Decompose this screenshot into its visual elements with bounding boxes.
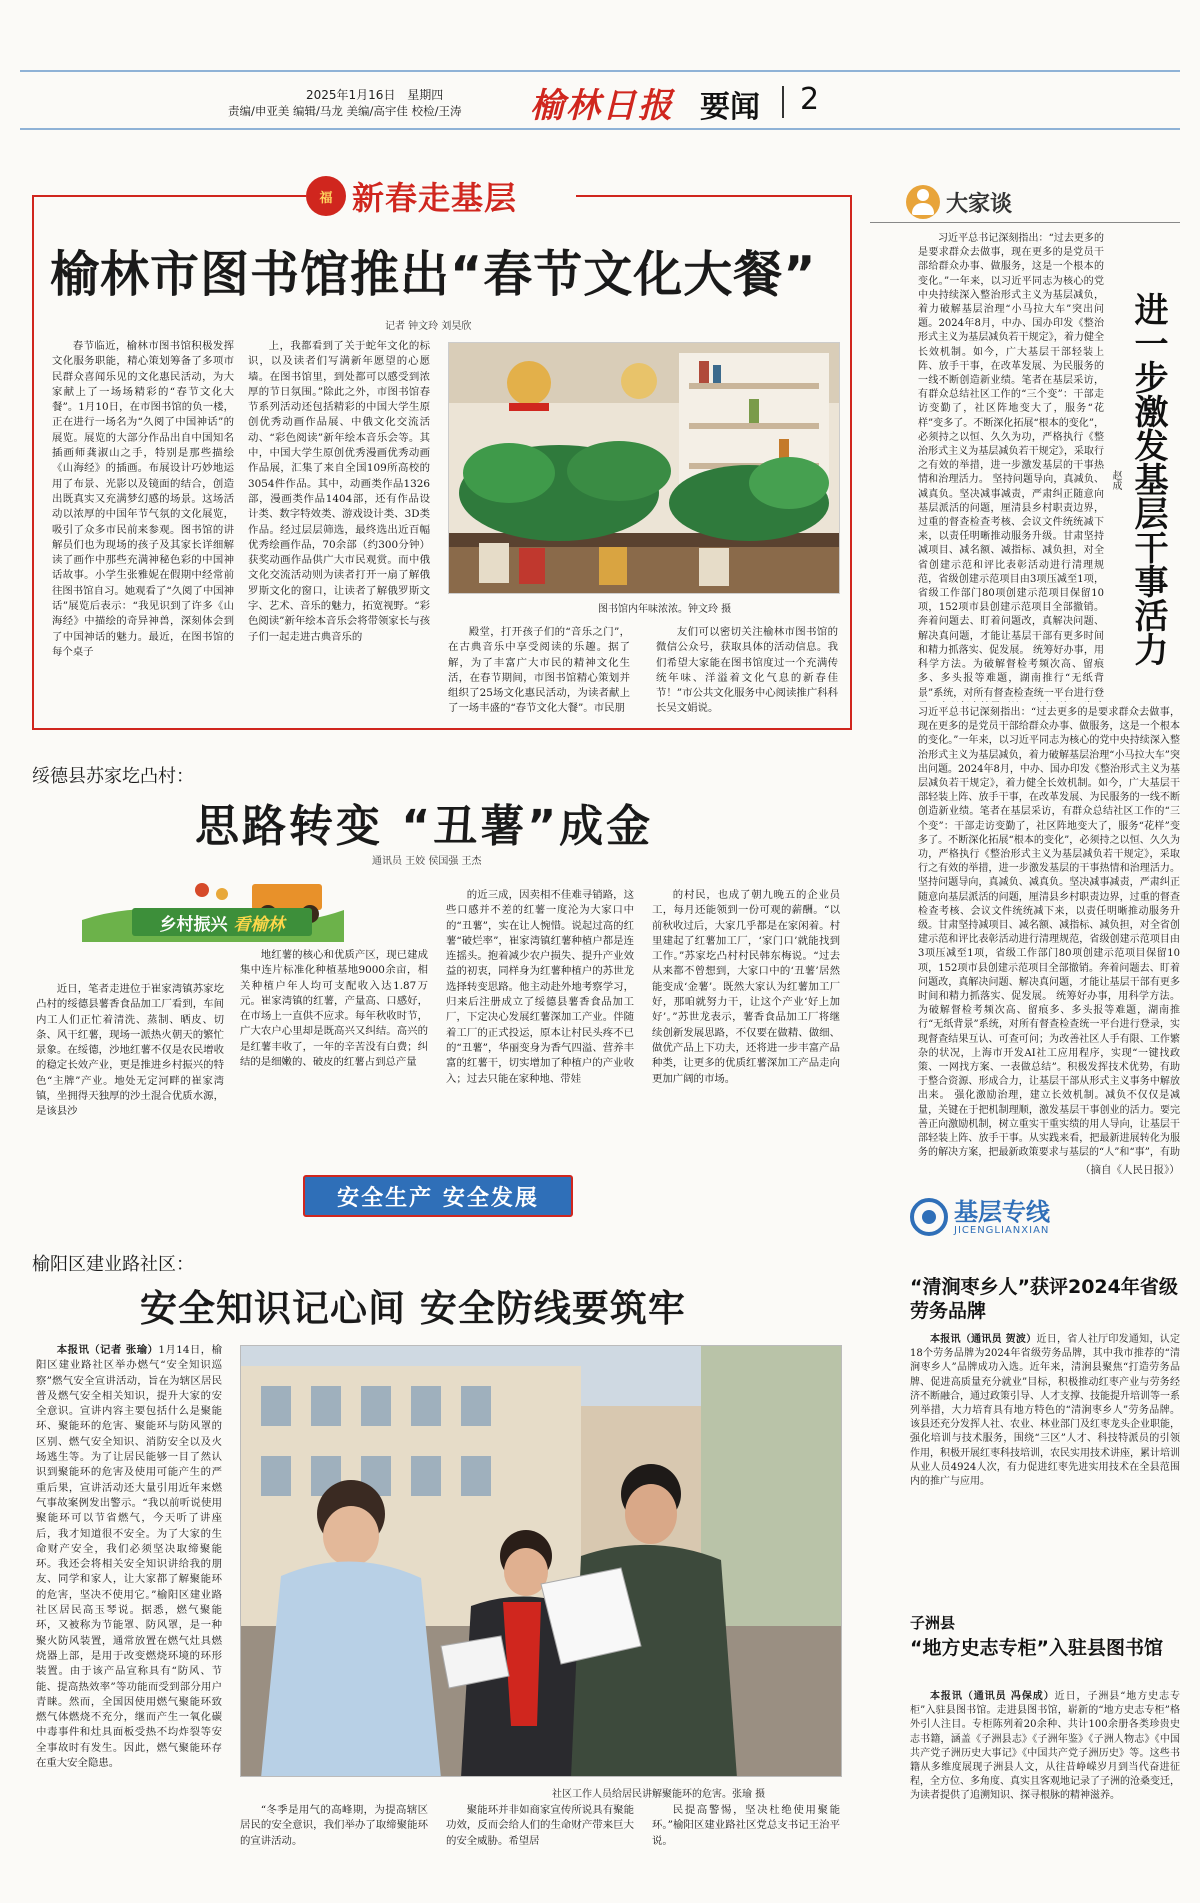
sidebar-source: （摘自《人民日报》） [1080, 1164, 1180, 1176]
grassroots-column-label: 基层专线 [954, 1197, 1050, 1226]
masthead-section: 要闻 [700, 90, 760, 125]
masthead-rule-top [20, 70, 1180, 72]
article1-banner-text: 新春走基层 [352, 179, 518, 217]
rural-banner-label: 乡村振兴 看榆林 [132, 908, 312, 936]
article1-column-4: 友们可以密切关注榆林市图书馆的微信公众号，获取具体的活动信息。我们希望大家能在图书馆度过一个充满传统年味、洋溢着文化气息的新春佳节！”市公共文化服务中心阅读推广科科长吴文娟说。 [656, 626, 838, 715]
rural-revitalization-banner [82, 880, 344, 942]
community-photo-illustration [241, 1346, 842, 1777]
masthead-date-line [306, 86, 443, 103]
article1-column-2: 上，我都看到了关于蛇年文化的标识，以及读者们写满新年愿望的心愿墙。在图书馆里，到处都可以感受到浓厚的节日氛围。”除此之外，市图书馆春节系列活动还包括精彩的中国大学生原创优秀动画作品展、中俄文化交流活动、“彩色阅读”新年绘本音乐会等。其中，中国大学生原创优秀漫画优秀动画作品展，汇集了来自全国109所高校的3054件作品。其中，动画类作品1326部，漫画类作品1404部，还有作品设计类、数字特效类、游戏设计类、3D类作品。经过层层筛选，最终选出近百幅优秀绘画作品，70余部（约300分钟）获奖动画作品供广大市民观赏。而中俄文化交流活动则为读者打开一扇了解俄罗斯文化的窗口，让读者了解俄罗斯文字、艺术、音乐的魅力，拓宽视野。“彩色阅读”新年绘本音乐会将带领家长与孩子们一起走进古典音乐的 [248, 340, 430, 643]
news2-body: 本报讯（通讯员 冯保成）近日，子洲县“地方史志专柜”入驻县图书馆。走进县图书馆，崭新的“地方史志专柜”格外引人注目。专柜陈列着20余种、共计100余册各类珍贵史志书籍，涵盖《子洲县志》《子洲年鉴》《子洲人物志》《中国共产党子洲历史大事记》《中国共产党子洲历史》等。这些书籍从多维度展现子洲县人文，从往昔峥嵘岁月到当代奋进征程，全方位、多角度、真实且客观地记录了子洲的沧桑变迁，为读者提供了追溯知识、探寻根脉的精神滋养。 [910, 1691, 1180, 1802]
article1-byline: 记者 钟文玲 刘昊欣 [385, 321, 472, 332]
sidebar-text-top: 习近平总书记深刻指出：“过去更多的是要求群众去做事，现在更多的是党员干部给群众办事、做服务，这是一个根本的变化。”一年来，以习近平同志为核心的党中央持续深入整治形式主义为基层减负，着力破解基层治理“小马拉大车”突出问题。2024年8月，中办、国办印发《整治形式主义为基层减负若干规定》，着力健全长效机制。如今，广大基层干部轻装上阵、放手干事，在改革发展、为民服务的一线不断创造新业绩。笔者在基层采访，有群众总结社区工作的“三个变”：干部走访变勤了，社区阵地变大了，服务“花样”变多了。不断深化拓展“根本的变化”，必须持之以恒、久久为功，严格执行《整治形式主义为基层减负若干规定》，采取行之有效的举措，进一步激发基层的干事热情和治理活力。 坚持问题导向，真减负、减真负。坚决减事减责，严肃纠正随意向基层派活的问题，厘清县乡村职责边界，过重的督查检查考核、会议文件统统减下来，以责任明晰推动服务升级。甘肃坚持减项目、减名额、减指标、减负担，对全省创建示范和评比表彰活动进行清理规范，省级创建示范项目由3项压减至1项，省级工作部门80项创建示范项目保留10项，152项市县创建示范项目全部撤销。奔着问题去、盯着问题改，真解决问题、解决真问题，才能让基层干部有更多时间和精力抓落实、促发展。 统筹好办事，用科学方法。为破解督检考频次高、留痕多、多头报等难题，湖南推行“无纸背景”系统，对所有督查检查统一平台进行登 [918, 233, 1104, 699]
article2-column-1: 近日，笔者走进位于崔家湾镇苏家圪凸村的绥德县薯香食品加工厂看到，车间内工人们正忙着清洗、蒸制、晒皮、切条、风干红薯，现场一派热火朝天的繁忙景象。在绥德，沙地红薯不仅是农民增收的稳定长效产业，更是推进乡村振兴的特色“主牌”产业。地处无定河畔的崔家湾镇，坐拥得天独厚的沙土混合优质水源，是该县沙 [36, 983, 224, 1118]
article1-banner [306, 172, 576, 220]
article3-lead: 本报讯（记者 张瑜） [56, 1344, 159, 1356]
article2-byline: 通讯员 王姣 侯国强 王杰 [372, 856, 482, 867]
article1-caption: 图书馆内年味浓浓。钟文玲 摄 [598, 604, 732, 615]
library-photo-illustration [449, 343, 840, 594]
article1-title: 榆林市图书馆推出“春节文化大餐” [50, 246, 817, 303]
phone-icon [910, 1198, 948, 1236]
sidebar-title: 进一步激发基层干事活力 [1128, 292, 1168, 666]
article3-column-2: “冬季是用气的高峰期，为提高辖区居民的安全意识，我们举办了取缔聚能环的宣讲活动。 [240, 1804, 428, 1847]
article3-kicker: 榆阳区建业路社区： [32, 1254, 194, 1275]
article1-column-1: 春节临近，榆林市图书馆积极发挥文化服务职能，精心策划筹备了多项市民群众喜闻乐见的文化惠民活动，为大家献上了一场场精彩的“春节文化大餐”。1月10日，在市图书馆的负一楼，正在进行一场名为“久阅了中国神话”的展览。展览的大部分作品出自中国知名插画师龚淑山之手，特别是那些描绘《山海经》的插画。布展设计巧妙地运用了布景、光影以及镜面的结合，创造出既真实又充满梦幻感的场景。这场活动以浓厚的中国年节气氛的文化展览，吸引了众多市民前来参观。图书馆的讲解员们也为现场的孩子及其家长详细解读了画作中那些充满神秘色彩的中国神话故事。小学生张雅妮在假期中经常前往图书馆自习。她观看了“久阅了中国神话”展览后表示：“我见识到了许多《山海经》中描绘的奇异神兽，深刻体会到了中国神话的魅力。最近，在图书馆的每个桌子 [52, 340, 234, 658]
masthead-paper-name: 榆林日报 [530, 86, 674, 126]
masthead-page-number: 2 [800, 82, 820, 117]
article2-column-3: 的近三成，因卖相不佳难寻销路，这些口感并不差的红薯一度沦为大家口中的“丑薯”，实在让人惋惜。说起过高的红薯“破烂率”，崔家湾镇红薯种植户都是连连摇头。抱着减少农户损失、提升产业效益的初衷，同样身为红薯种植户的苏世龙选择转变思路。他主动赴外地考察学习，归来后注册成立了绥德县薯香食品加工厂，下定决心发展红薯深加工产业。伴随着工厂的正式投运，原本让村民头疼不已的“丑薯”，华丽变身为香气四溢、营养丰富的红薯干，切实增加了种植户的产业收入；过去只能在家种地、带娃 [446, 889, 634, 1085]
sidebar-author: 赵成 [1110, 470, 1121, 490]
article2-title: 思路转变 “丑薯”成金 [195, 801, 654, 852]
sidebar-column-label: 大家谈 [946, 191, 1013, 217]
article2-kicker: 绥德县苏家圪凸村： [32, 766, 194, 787]
news2-kicker: 子洲县 [910, 1614, 956, 1632]
news2-title: “地方史志专柜”入驻县图书馆 [910, 1637, 1163, 1659]
masthead-editors: 责编/申亚美 编辑/马龙 美编/高宇佳 校检/王涛 [228, 104, 462, 118]
library-photo [448, 342, 840, 594]
sidebar-text-bottom: 习近平总书记深刻指出：“过去更多的是要求群众去做事，现在更多的是党员干部给群众办事、做服务，这是一个根本的变化。”一年来，以习近平同志为核心的党中央持续深入整治形式主义为基层减负，着力破解基层治理“小马拉大车”突出问题。2024年8月，中办、国办印发《整治形式主义为基层减负若干规定》，着力健全长效机制。如今，广大基层干部轻装上阵、放手干事，在改革发展、为民服务的一线不断创造新业绩。笔者在基层采访，有群众总结社区工作的“三个变”：干部走访变勤了，社区阵地变大了，服务“花样”变多了。不断深化拓展“根本的变化”，必须持之以恒、久久为功，严格执行《整治形式主义为基层减负若干规定》，采取行之有效的举措，进一步激发基层的干事热情和治理活力。 坚持问题导向，真减负、减真负。坚决减事减责，严肃纠正随意向基层派活的问题，厘清县乡村职责边界，过重的督查检查考核、会议文件统统减下来，以责任明晰推动服务升级。甘肃坚持减项目、减名额、减指标、减负担，对全省创建示范和评比表彰活动进行清理规范，省级创建示范项目由3项压减至1项，省级工作部门80项创建示范项目保留10项，152项市县创建示范项目全部撤销。奔着问题去、盯着问题改，真解决问题、解决真问题，才能让基层干部有更多时间和精力抓落实、促发展。 统筹好办事，用科学方法。为破解督检考频次高、留痕多、多头报等难题，湖南推行“无纸背景”系统，对所有督查检查统一平台进行登录，实现督查结果互认、可查可问；为改善社区人手有限、工作繁杂的状况，上海市开发AI社工应用程序，实现“一键找政策、一网找方案、一表做总结”。积极发挥技术优势，有助于整合资源、形成合力，让基层干部从形式主义事务中解放出来。 强化激励治理，建立长效机制。减负不仅仅是减量，关键在于把机制理顺，激发基层干事创业的活力。要完善正向激励机制，树立重实干重实绩的用人导向，让基层干部轻装上阵、放手干事。从实践来看，把最新进展转化为服务的解决方案，把最新政策要求与基层的“人”和“事”，有助 [918, 707, 1180, 1158]
community-safety-photo [240, 1345, 842, 1777]
safety-banner [303, 1175, 573, 1217]
article3-title: 安全知识记心间 安全防线要筑牢 [140, 1287, 686, 1330]
article2-column-4: 的村民，也成了朝九晚五的企业员工，每月还能领到一份可观的薪酬。“以前秋收过后，大家几乎都是在家闲着。村里建起了红薯加工厂，‘家门口’就能找到工作。”苏家圪凸村村民韩东梅说。“过去从来都不曾想到，大家口中的‘丑薯’居然能变成‘金薯’。既然大家认为红薯加工厂好，那咱就努力干，让这个产业‘好上加好’。”苏世龙表示，薯香食品加工厂将继续创新发展思路，不仅要在做精、做细、做优产品上下功夫，还将进一步丰富产品种类，让更多的优质红薯深加工产品走向更加广阔的市场。 [652, 889, 840, 1085]
article2-column-2: 地红薯的核心和优质产区，现已建成集中连片标准化种植基地9000余亩，相关种植户年人均可支配收入达1.87万元。崔家湾镇的红薯，产量高、口感好，在市场上一直供不应求。每年秋收时节，广大农户心里却是既高兴又纠结。高兴的是红薯丰收了，一年的辛苦没有白费；纠结的是细嫩的、破皮的红薯占到总产量 [240, 949, 428, 1069]
article3-column-4: 民提高警惕，坚决杜绝使用聚能环。”榆阳区建业路社区党总支书记王治平说。 [652, 1804, 840, 1847]
news1-body: 本报讯（通讯员 贺波）近日，省人社厅印发通知，认定18个劳务品牌为2024年省级劳务品牌，其中我市推荐的“清涧枣乡人”品牌成功入选。近年来，清涧县聚焦“打造劳务品牌、促进高质量充分就业”目标，积极推动红枣产业与劳务经济不断融合，通过政策引导、人才支撑、技能提升培训等一系列举措，大力培育具有地方特色的“清涧枣乡人”劳务品牌。该县还充分发挥人社、农业、林业部门及红枣龙头企业职能，强化培训与技术服务，围绕“三区”人才、科技特派员的引领作用，积极开展红枣科技培训，农民实用技术讲座，累计培训从业人员4924人次，有力促进红枣先进实用技术在全县范围内的推广与应用。 [910, 1334, 1180, 1488]
masthead-weekday: 星期四 [407, 88, 444, 102]
masthead-rule-bottom [20, 128, 1180, 130]
safety-banner-text: 安全生产 安全发展 [303, 1175, 573, 1217]
grassroots-column-pinyin: JICENGLIANXIAN [954, 1224, 1050, 1236]
grassroots-column-header [910, 1198, 1050, 1236]
article3-caption: 社区工作人员给居民讲解聚能环的危害。张瑜 摄 [552, 1789, 766, 1800]
masthead-divider [782, 86, 784, 118]
article3-column-3: 聚能环并非如商家宣传所说具有聚能功效，反而会给人们的生命财产带来巨大的安全威胁。希望居 [446, 1804, 634, 1847]
article1-column-3: 殿堂，打开孩子们的“音乐之门”，在古典音乐中享受阅读的乐趣。据了解，为了丰富广大市民的精神文化生活，在春节期间，市图书馆精心策划并组织了25场文化惠民活动，为读者献上了一场丰盛的“春节文化大餐”。市民朋 [448, 626, 630, 715]
article3-column-1: 本报讯（记者 张瑜）1月14日，榆阳区建业路社区举办燃气“安全知识巡察”燃气安全宣讲活动，旨在为辖区居民普及燃气安全相关知识，提升大家的安全意识。宣讲内容主要包括什么是聚能环、聚能环的危害、聚能环与防风罩的区别、燃气安全知识、消防安全以及火场逃生等。为了让居民能够一目了然认识到聚能环的危害及使用可能产生的严重后果，宣讲活动还大量引用近年来燃气事故案例发出警示。“我以前听说使用聚能环可以节省燃气，今天听了讲座后，我才知道很不安全。为了大家的生命财产安全，我们必须坚决取缔聚能环。我还会将相关安全知识讲给我的朋友、同学和家人，让大家都了解聚能环的危害，坚决不使用它。”榆阳区建业路社区居民高玉琴说。据悉，燃气聚能环，又被称为节能罩、防风罩，是一种聚火防风装置，通常放置在燃气灶具燃烧器上部，是用于改变燃烧环境的环形装置。由于该产品宣称具有“防风、节能、提高热效率”等功能而受到部分用户青睐。然而，全国因使用燃气聚能环致燃气体燃烧不充分，继而产生一氧化碳中毒事件和灶具面板受热不均炸裂等安全事故时有发生。因此，燃气聚能环存在重大安全隐患。 [36, 1344, 222, 1770]
sidebar-column-header [906, 185, 1012, 219]
lantern-icon: 福 [306, 176, 346, 216]
news1-title: “清涧枣乡人”获评2024年省级劳务品牌 [910, 1276, 1178, 1322]
people-icon [906, 185, 940, 219]
sidebar-rule [870, 222, 1180, 223]
masthead-date: 2025年1月16日 [306, 88, 396, 102]
